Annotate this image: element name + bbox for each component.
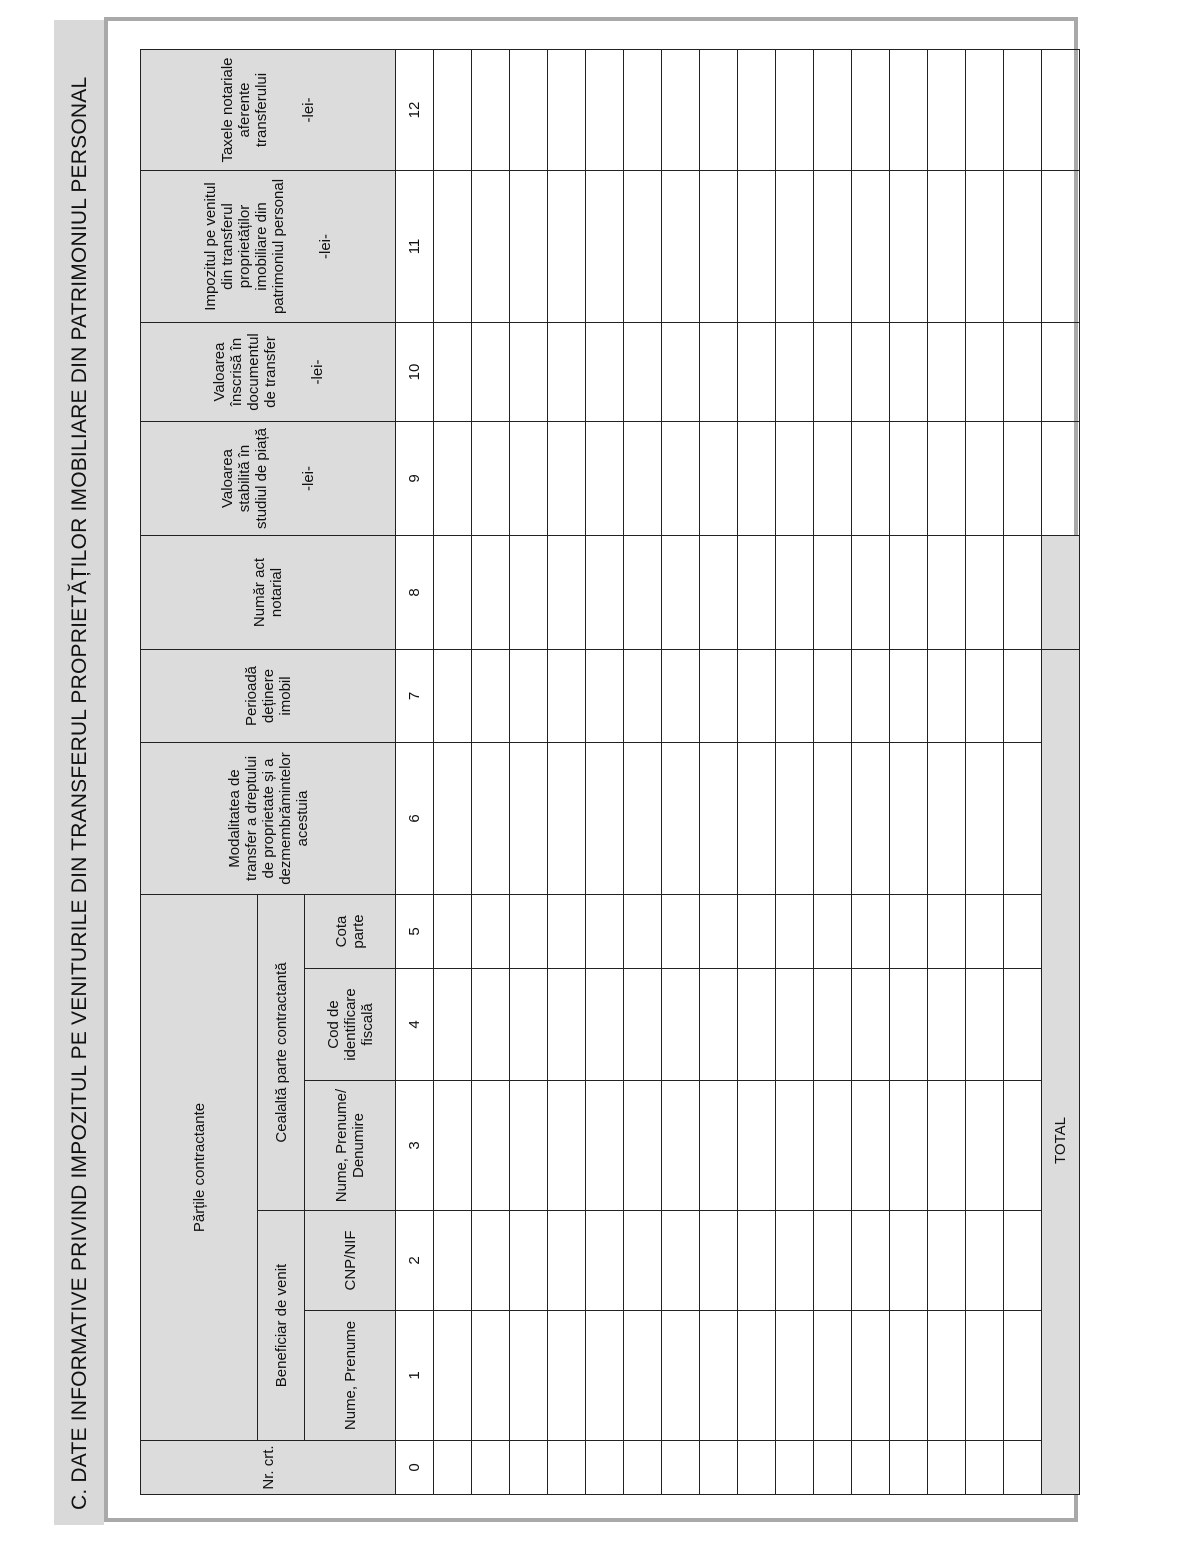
table-cell[interactable] bbox=[434, 650, 472, 743]
table-cell[interactable] bbox=[928, 895, 966, 969]
table-cell[interactable] bbox=[890, 50, 928, 171]
table-row bbox=[700, 50, 738, 1495]
table-cell[interactable] bbox=[662, 650, 700, 743]
table-cell[interactable] bbox=[510, 422, 548, 536]
table-cell[interactable] bbox=[700, 1441, 738, 1495]
header-cealalta: Cealaltă parte contractantă bbox=[258, 895, 305, 1211]
table-cell[interactable] bbox=[624, 1311, 662, 1441]
table-row bbox=[510, 50, 548, 1495]
table-cell[interactable] bbox=[624, 1211, 662, 1311]
table-row bbox=[472, 50, 510, 1495]
table-cell[interactable] bbox=[738, 1211, 776, 1311]
total-value-cell[interactable] bbox=[1042, 323, 1080, 422]
table-cell[interactable] bbox=[890, 743, 928, 895]
table-cell[interactable] bbox=[662, 743, 700, 895]
table-cell[interactable] bbox=[776, 1441, 814, 1495]
table-cell[interactable] bbox=[624, 1441, 662, 1495]
table-cell[interactable] bbox=[852, 171, 890, 323]
table-cell[interactable] bbox=[776, 650, 814, 743]
table-cell[interactable] bbox=[510, 650, 548, 743]
table-cell[interactable] bbox=[738, 422, 776, 536]
table-cell[interactable] bbox=[548, 743, 586, 895]
table-cell[interactable] bbox=[890, 1081, 928, 1211]
table-row bbox=[928, 50, 966, 1495]
header-valoarea-document-label: Valoarea înscrisă în documentul de transfer bbox=[210, 333, 279, 411]
table-cell[interactable] bbox=[890, 422, 928, 536]
table-cell[interactable] bbox=[548, 171, 586, 323]
column-number-6: 6 bbox=[396, 743, 434, 895]
table-cell[interactable] bbox=[738, 1081, 776, 1211]
table-cell[interactable] bbox=[776, 1311, 814, 1441]
table-cell[interactable] bbox=[966, 1311, 1004, 1441]
table-cell[interactable] bbox=[434, 323, 472, 422]
table-cell[interactable] bbox=[472, 323, 510, 422]
table-cell[interactable] bbox=[1004, 171, 1042, 323]
table-cell[interactable] bbox=[434, 743, 472, 895]
table-cell[interactable] bbox=[700, 323, 738, 422]
table-cell[interactable] bbox=[852, 1441, 890, 1495]
table-cell[interactable] bbox=[852, 1311, 890, 1441]
table-cell[interactable] bbox=[928, 650, 966, 743]
table-cell[interactable] bbox=[624, 743, 662, 895]
table-row bbox=[890, 50, 928, 1495]
table-cell[interactable] bbox=[814, 969, 852, 1081]
table-cell[interactable] bbox=[814, 1211, 852, 1311]
table-cell[interactable] bbox=[814, 895, 852, 969]
unit-label-9: -lei- bbox=[300, 466, 317, 491]
table-cell[interactable] bbox=[776, 50, 814, 171]
table-cell[interactable] bbox=[814, 743, 852, 895]
table-cell[interactable] bbox=[890, 1211, 928, 1311]
table-row bbox=[966, 50, 1004, 1495]
table-cell[interactable] bbox=[624, 50, 662, 171]
column-number-4: 4 bbox=[396, 969, 434, 1081]
table-cell[interactable] bbox=[510, 969, 548, 1081]
table-cell[interactable] bbox=[472, 1441, 510, 1495]
header-nume-denumire: Nume, Prenume/ Denumire bbox=[305, 1081, 396, 1211]
table-row bbox=[738, 50, 776, 1495]
table-cell[interactable] bbox=[966, 895, 1004, 969]
table-cell[interactable] bbox=[548, 895, 586, 969]
table-row bbox=[624, 50, 662, 1495]
table-cell[interactable] bbox=[510, 1081, 548, 1211]
table-cell[interactable] bbox=[852, 536, 890, 650]
table-cell[interactable] bbox=[814, 650, 852, 743]
header-perioada: Perioadă deținere imobil bbox=[141, 650, 396, 743]
table-cell[interactable] bbox=[700, 1081, 738, 1211]
table-cell[interactable] bbox=[510, 895, 548, 969]
table-row bbox=[1004, 50, 1042, 1495]
header-cod-fiscal: Cod de identificare fiscală bbox=[305, 969, 396, 1081]
header-valoarea-document bbox=[141, 323, 396, 422]
table-cell[interactable] bbox=[548, 650, 586, 743]
table-cell[interactable] bbox=[586, 1211, 624, 1311]
table-cell[interactable] bbox=[624, 422, 662, 536]
table-cell[interactable] bbox=[1004, 650, 1042, 743]
table-cell[interactable] bbox=[738, 895, 776, 969]
table-cell[interactable] bbox=[700, 1211, 738, 1311]
table-cell[interactable] bbox=[510, 743, 548, 895]
table-cell[interactable] bbox=[548, 1081, 586, 1211]
column-number-9: 9 bbox=[396, 422, 434, 536]
table-cell[interactable] bbox=[890, 969, 928, 1081]
table-row bbox=[662, 50, 700, 1495]
table-cell[interactable] bbox=[472, 1311, 510, 1441]
total-label: TOTAL bbox=[1042, 650, 1080, 1495]
header-cota-parte: Cota parte bbox=[305, 895, 396, 969]
table-cell[interactable] bbox=[776, 969, 814, 1081]
table-cell[interactable] bbox=[548, 323, 586, 422]
header-nume-prenume: Nume, Prenume bbox=[305, 1311, 396, 1441]
table-cell[interactable] bbox=[966, 536, 1004, 650]
table-cell[interactable] bbox=[890, 650, 928, 743]
table-cell[interactable] bbox=[738, 171, 776, 323]
table-cell[interactable] bbox=[472, 171, 510, 323]
header-cnp-nif: CNP/NIF bbox=[305, 1211, 396, 1311]
unit-label-12: -lei- bbox=[300, 97, 317, 123]
table-cell[interactable] bbox=[472, 422, 510, 536]
table-cell[interactable] bbox=[928, 422, 966, 536]
table-cell[interactable] bbox=[434, 969, 472, 1081]
column-number-12: 12 bbox=[396, 50, 434, 171]
table-row bbox=[776, 50, 814, 1495]
table-cell[interactable] bbox=[928, 50, 966, 171]
header-partile: Părțile contractante bbox=[141, 895, 258, 1441]
table-cell[interactable] bbox=[586, 969, 624, 1081]
table-cell[interactable] bbox=[966, 50, 1004, 171]
table-row bbox=[548, 50, 586, 1495]
column-number-7: 7 bbox=[396, 650, 434, 743]
table-cell[interactable] bbox=[472, 895, 510, 969]
table-cell[interactable] bbox=[776, 422, 814, 536]
table-cell[interactable] bbox=[624, 650, 662, 743]
table-cell[interactable] bbox=[586, 650, 624, 743]
table-cell[interactable] bbox=[928, 969, 966, 1081]
table-cell[interactable] bbox=[472, 969, 510, 1081]
table-row bbox=[586, 50, 624, 1495]
table-cell[interactable] bbox=[776, 1211, 814, 1311]
column-number-0: 0 bbox=[396, 1441, 434, 1495]
table-cell[interactable] bbox=[1004, 323, 1042, 422]
table-cell[interactable] bbox=[966, 422, 1004, 536]
column-number-3: 3 bbox=[396, 1081, 434, 1211]
table-cell[interactable] bbox=[548, 536, 586, 650]
table-cell[interactable] bbox=[624, 536, 662, 650]
table-cell[interactable] bbox=[700, 743, 738, 895]
table-cell[interactable] bbox=[434, 50, 472, 171]
column-number-10: 10 bbox=[396, 323, 434, 422]
table-cell[interactable] bbox=[700, 50, 738, 171]
table-cell[interactable] bbox=[510, 1311, 548, 1441]
table-cell[interactable] bbox=[928, 1311, 966, 1441]
table-cell[interactable] bbox=[548, 1311, 586, 1441]
table-cell[interactable] bbox=[966, 969, 1004, 1081]
table-cell[interactable] bbox=[586, 536, 624, 650]
table-cell[interactable] bbox=[852, 1081, 890, 1211]
table-cell[interactable] bbox=[662, 895, 700, 969]
table-cell[interactable] bbox=[852, 743, 890, 895]
column-number-11: 11 bbox=[396, 171, 434, 323]
table-cell[interactable] bbox=[738, 536, 776, 650]
table-cell[interactable] bbox=[738, 1441, 776, 1495]
table-cell[interactable] bbox=[586, 1311, 624, 1441]
unit-label-11: -lei- bbox=[317, 234, 334, 259]
table-row bbox=[852, 50, 890, 1495]
table-cell[interactable] bbox=[662, 1081, 700, 1211]
table-cell[interactable] bbox=[434, 1081, 472, 1211]
table-cell[interactable] bbox=[776, 536, 814, 650]
table-cell[interactable] bbox=[548, 50, 586, 171]
table-cell[interactable] bbox=[966, 323, 1004, 422]
header-taxele-label: Taxele notariale aferente transferului bbox=[219, 57, 270, 163]
table-cell[interactable] bbox=[586, 1081, 624, 1211]
table-cell[interactable] bbox=[814, 323, 852, 422]
table-cell[interactable] bbox=[890, 536, 928, 650]
table-cell[interactable] bbox=[738, 969, 776, 1081]
table-cell[interactable] bbox=[1004, 1311, 1042, 1441]
table-cell[interactable] bbox=[434, 1441, 472, 1495]
table-cell[interactable] bbox=[434, 171, 472, 323]
table-cell[interactable] bbox=[586, 323, 624, 422]
table-cell[interactable] bbox=[434, 895, 472, 969]
table-cell[interactable] bbox=[434, 422, 472, 536]
column-number-1: 1 bbox=[396, 1311, 434, 1441]
table-cell[interactable] bbox=[776, 171, 814, 323]
table-cell[interactable] bbox=[852, 650, 890, 743]
table-cell[interactable] bbox=[434, 1311, 472, 1441]
table-cell[interactable] bbox=[1004, 50, 1042, 171]
table-cell[interactable] bbox=[928, 323, 966, 422]
table-cell[interactable] bbox=[700, 536, 738, 650]
total-value-cell[interactable] bbox=[1042, 422, 1080, 536]
table-cell[interactable] bbox=[928, 536, 966, 650]
table-cell[interactable] bbox=[890, 1311, 928, 1441]
table-cell[interactable] bbox=[966, 1441, 1004, 1495]
table-cell[interactable] bbox=[890, 323, 928, 422]
column-number-2: 2 bbox=[396, 1211, 434, 1311]
header-beneficiar: Beneficiar de venit bbox=[258, 1211, 305, 1441]
column-number-row bbox=[396, 50, 434, 1495]
table-cell[interactable] bbox=[586, 1441, 624, 1495]
table-row bbox=[434, 50, 472, 1495]
table-cell[interactable] bbox=[624, 895, 662, 969]
table-cell[interactable] bbox=[966, 171, 1004, 323]
table-cell[interactable] bbox=[814, 50, 852, 171]
table-cell[interactable] bbox=[510, 1211, 548, 1311]
header-modalitatea-label: Modalitatea de transfer a dreptului de proprietate și a dezmembrămintelor acestuia bbox=[225, 752, 311, 885]
table-cell[interactable] bbox=[928, 171, 966, 323]
header-impozitul-label: Impozitul pe venitul din transferul proprietăților imobiliare din patrimoniul personal bbox=[202, 178, 287, 315]
header-impozitul bbox=[141, 171, 396, 323]
table-cell[interactable] bbox=[510, 50, 548, 171]
table-cell[interactable] bbox=[472, 536, 510, 650]
section-title: C. DATE INFORMATIVE PRIVIND IMPOZITUL PE VENITURILE DIN TRANSFERUL PROPRIETĂȚILOR IMOBILIARE DIN PATRIMONIUL PERSONAL bbox=[68, 76, 91, 1510]
table-cell[interactable] bbox=[472, 1081, 510, 1211]
table-cell[interactable] bbox=[548, 422, 586, 536]
table-cell[interactable] bbox=[510, 536, 548, 650]
table-cell[interactable] bbox=[852, 969, 890, 1081]
table-cell[interactable] bbox=[776, 1081, 814, 1211]
table-cell[interactable] bbox=[548, 1211, 586, 1311]
table-cell[interactable] bbox=[472, 50, 510, 171]
table-cell[interactable] bbox=[662, 1441, 700, 1495]
table-cell[interactable] bbox=[624, 323, 662, 422]
table-cell[interactable] bbox=[852, 1211, 890, 1311]
table-cell[interactable] bbox=[700, 650, 738, 743]
unit-label-10: -lei- bbox=[308, 359, 326, 385]
table-cell[interactable] bbox=[776, 743, 814, 895]
table-row bbox=[814, 50, 852, 1495]
table-cell[interactable] bbox=[738, 1311, 776, 1441]
table-cell[interactable] bbox=[510, 171, 548, 323]
table-cell[interactable] bbox=[586, 50, 624, 171]
table-cell[interactable] bbox=[434, 536, 472, 650]
table-cell[interactable] bbox=[1004, 1441, 1042, 1495]
total-shaded-cell bbox=[1042, 536, 1080, 650]
table-cell[interactable] bbox=[662, 1311, 700, 1441]
header-modalitatea bbox=[141, 743, 396, 895]
table-cell[interactable] bbox=[1004, 1211, 1042, 1311]
table-cell[interactable] bbox=[624, 1081, 662, 1211]
column-number-8: 8 bbox=[396, 536, 434, 650]
table-cell[interactable] bbox=[662, 50, 700, 171]
table-cell[interactable] bbox=[472, 650, 510, 743]
table-cell[interactable] bbox=[738, 743, 776, 895]
table-cell[interactable] bbox=[852, 323, 890, 422]
table-cell[interactable] bbox=[966, 743, 1004, 895]
table-cell[interactable] bbox=[586, 422, 624, 536]
table-cell[interactable] bbox=[472, 1211, 510, 1311]
table-cell[interactable] bbox=[510, 1441, 548, 1495]
total-value-cell[interactable] bbox=[1042, 50, 1080, 171]
table-cell[interactable] bbox=[890, 1441, 928, 1495]
table-cell[interactable] bbox=[662, 171, 700, 323]
table-cell[interactable] bbox=[700, 895, 738, 969]
table-cell[interactable] bbox=[586, 895, 624, 969]
table-cell[interactable] bbox=[662, 422, 700, 536]
table-cell[interactable] bbox=[586, 743, 624, 895]
table-cell[interactable] bbox=[662, 536, 700, 650]
table-cell[interactable] bbox=[852, 50, 890, 171]
table-cell[interactable] bbox=[510, 323, 548, 422]
table-cell[interactable] bbox=[814, 536, 852, 650]
table-cell[interactable] bbox=[1004, 743, 1042, 895]
table-cell[interactable] bbox=[852, 895, 890, 969]
header-nr-crt: Nr. crt. bbox=[141, 1441, 396, 1495]
total-row bbox=[1042, 50, 1080, 1495]
table-cell[interactable] bbox=[624, 171, 662, 323]
table-cell[interactable] bbox=[738, 650, 776, 743]
table-cell[interactable] bbox=[700, 171, 738, 323]
table-cell[interactable] bbox=[662, 323, 700, 422]
table-cell[interactable] bbox=[966, 650, 1004, 743]
table-cell[interactable] bbox=[928, 1211, 966, 1311]
table-cell[interactable] bbox=[928, 1081, 966, 1211]
table-cell[interactable] bbox=[548, 1441, 586, 1495]
table-cell[interactable] bbox=[662, 1211, 700, 1311]
table-cell[interactable] bbox=[738, 323, 776, 422]
table-cell[interactable] bbox=[700, 969, 738, 1081]
header-valoarea-piata-label: Valoarea stabilită în studiul de piață bbox=[219, 428, 270, 529]
income-table bbox=[140, 49, 1080, 1495]
table-cell[interactable] bbox=[814, 1081, 852, 1211]
table-cell[interactable] bbox=[1004, 536, 1042, 650]
table-cell[interactable] bbox=[890, 171, 928, 323]
table-cell[interactable] bbox=[1004, 1081, 1042, 1211]
table-cell[interactable] bbox=[966, 1211, 1004, 1311]
table-cell[interactable] bbox=[814, 1311, 852, 1441]
table-cell[interactable] bbox=[662, 969, 700, 1081]
table-cell[interactable] bbox=[700, 422, 738, 536]
table-cell[interactable] bbox=[852, 422, 890, 536]
table-cell[interactable] bbox=[1004, 422, 1042, 536]
table-cell[interactable] bbox=[814, 1441, 852, 1495]
table-cell[interactable] bbox=[624, 969, 662, 1081]
table-cell[interactable] bbox=[548, 969, 586, 1081]
table-cell[interactable] bbox=[586, 171, 624, 323]
table-cell[interactable] bbox=[738, 50, 776, 171]
rotated-form bbox=[140, 50, 1069, 1495]
table-cell[interactable] bbox=[814, 422, 852, 536]
table-cell[interactable] bbox=[1004, 969, 1042, 1081]
table-cell[interactable] bbox=[434, 1211, 472, 1311]
header-taxele bbox=[141, 50, 396, 171]
table-cell[interactable] bbox=[472, 743, 510, 895]
header-numar-act: Număr act notarial bbox=[141, 536, 396, 650]
header-valoarea-piata bbox=[141, 422, 396, 536]
table-cell[interactable] bbox=[890, 895, 928, 969]
table-cell[interactable] bbox=[928, 743, 966, 895]
table-cell[interactable] bbox=[776, 895, 814, 969]
table-cell[interactable] bbox=[814, 171, 852, 323]
table-cell[interactable] bbox=[928, 1441, 966, 1495]
table-cell[interactable] bbox=[966, 1081, 1004, 1211]
table-cell[interactable] bbox=[776, 323, 814, 422]
table-cell[interactable] bbox=[1004, 895, 1042, 969]
total-value-cell[interactable] bbox=[1042, 171, 1080, 323]
column-number-5: 5 bbox=[396, 895, 434, 969]
table-cell[interactable] bbox=[700, 1311, 738, 1441]
